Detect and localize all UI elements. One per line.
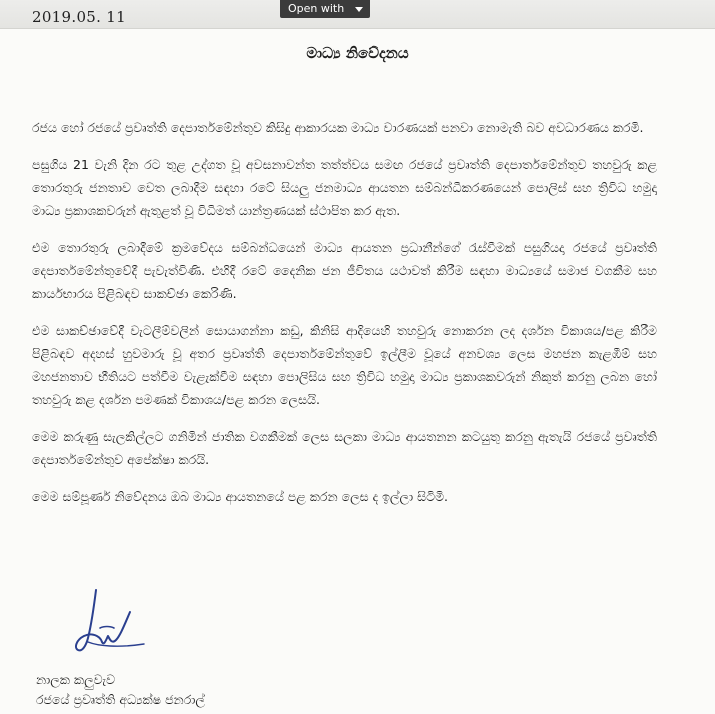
- open-with-button[interactable]: [280, 0, 370, 18]
- paragraph-4: එම සාකච්ඡාවේදී වැටලීම්වලින් සොයාගන්නා කඩු, කිනිසි ආදියෙහි තහවුරු නොකරන ලද දර්ශන විකාශය/පළ කිරීම පිළිබඳව අදහස් හුවමාරු වූ අතර ප්‍රවෘත්ති දෙපාර්තමේන්තුවේ ඉල්ලීම වූයේ අනවශ්‍ය ලෙස මහජන කැළඹීම් සහ මහජනතාව භීතියට පත්වීම වැළැක්වීම සඳහා පොලිසිය සහ ත්‍රිවිධ හමුදා මාධ්‍ය ප්‍රකාශකවරුන් නිකුත් කරනු ලබන හෝ තහවුරු කළ දර්ශන පමණක් විකාශය/පළ කරන ලෙසයි.: [32, 323, 657, 407]
- handwritten-signature: [48, 586, 168, 668]
- chevron-down-icon: [355, 7, 363, 12]
- open-with-label: Open with: [288, 2, 345, 15]
- paragraph-5: මෙම කරුණු සැලකිල්ලට ගනිමින් ජාතික වගකීමක් ලෙස සලකා මාධ්‍ය ආයතනන කටයුතු කරනු ඇතැයි රජයේ ප්‍රවෘත්ති දෙපාර්තමේන්තුව අපේක්ෂා කරයි.: [32, 429, 657, 467]
- signature-block: [28, 586, 328, 714]
- paragraph-1: රජය හෝ රජයේ ප්‍රවෘත්ති දෙපාර්තමේන්තුව කිසිදු ආකාරයක මාධ්‍ය වාරණයක් පනවා නොමැති බව අවධාරණය කරමි.: [32, 120, 644, 135]
- document-title: මාධ්‍ය නිවේදනය: [306, 44, 409, 62]
- document-date: 2019.05. 11: [32, 8, 126, 26]
- signer-title: රජයේ ප්‍රවෘත්ති අධ්‍යක්ෂ ජනරාල්: [36, 692, 205, 707]
- paragraph-6: මෙම සම්පූර්ණ නිවේදනය ඔබ මාධ්‍ය ආයතනයේ පළ කරන ලෙස ද ඉල්ලා සිටිමි.: [32, 489, 449, 504]
- paragraph-2: පසුගිය 21 වැනි දින රට තුළ උද්ගත වූ අවසනාවන්ත තත්ත්වය සමඟ රජයේ ප්‍රවෘත්ති දෙපාර්තමේන්තුව තහවුරු කළ තොරතුරු ජනතාව වෙත ලබාදීම සඳහා රටේ සියලු ජනමාධ්‍ය ආයතන සම්බන්ධීකරණයෙන් පොලිස් සහ ත්‍රිවිධ හමුදා මාධ්‍ය ප්‍රකාශකවරුන් ඇතුළත් වූ විධිමත් යාන්ත්‍රණයක් ස්ථාපිත කර ඇත.: [32, 157, 657, 218]
- document-body: [32, 116, 657, 522]
- paragraph-3: එම තොරතුරු ලබාදීමේ ක්‍රමවේදය සම්බන්ධයෙන් මාධ්‍ය ආයතන ප්‍රධානීන්ගේ රැස්වීමක් පසුගියදා රජයේ ප්‍රවෘත්ති දෙපාර්තමේන්තුවේදී පැවැත්විණි. එහිදී රටේ දෛනික ජන ජීවිතය යථාවත් කිරීම සඳහා මාධ්‍යයේ සමාජ වගකීම සහ කාර්යභාරය පිළිබඳව සාකච්ඡා කෙරිණි.: [32, 240, 657, 301]
- signer-name: නාලක කලුවැව: [36, 672, 116, 687]
